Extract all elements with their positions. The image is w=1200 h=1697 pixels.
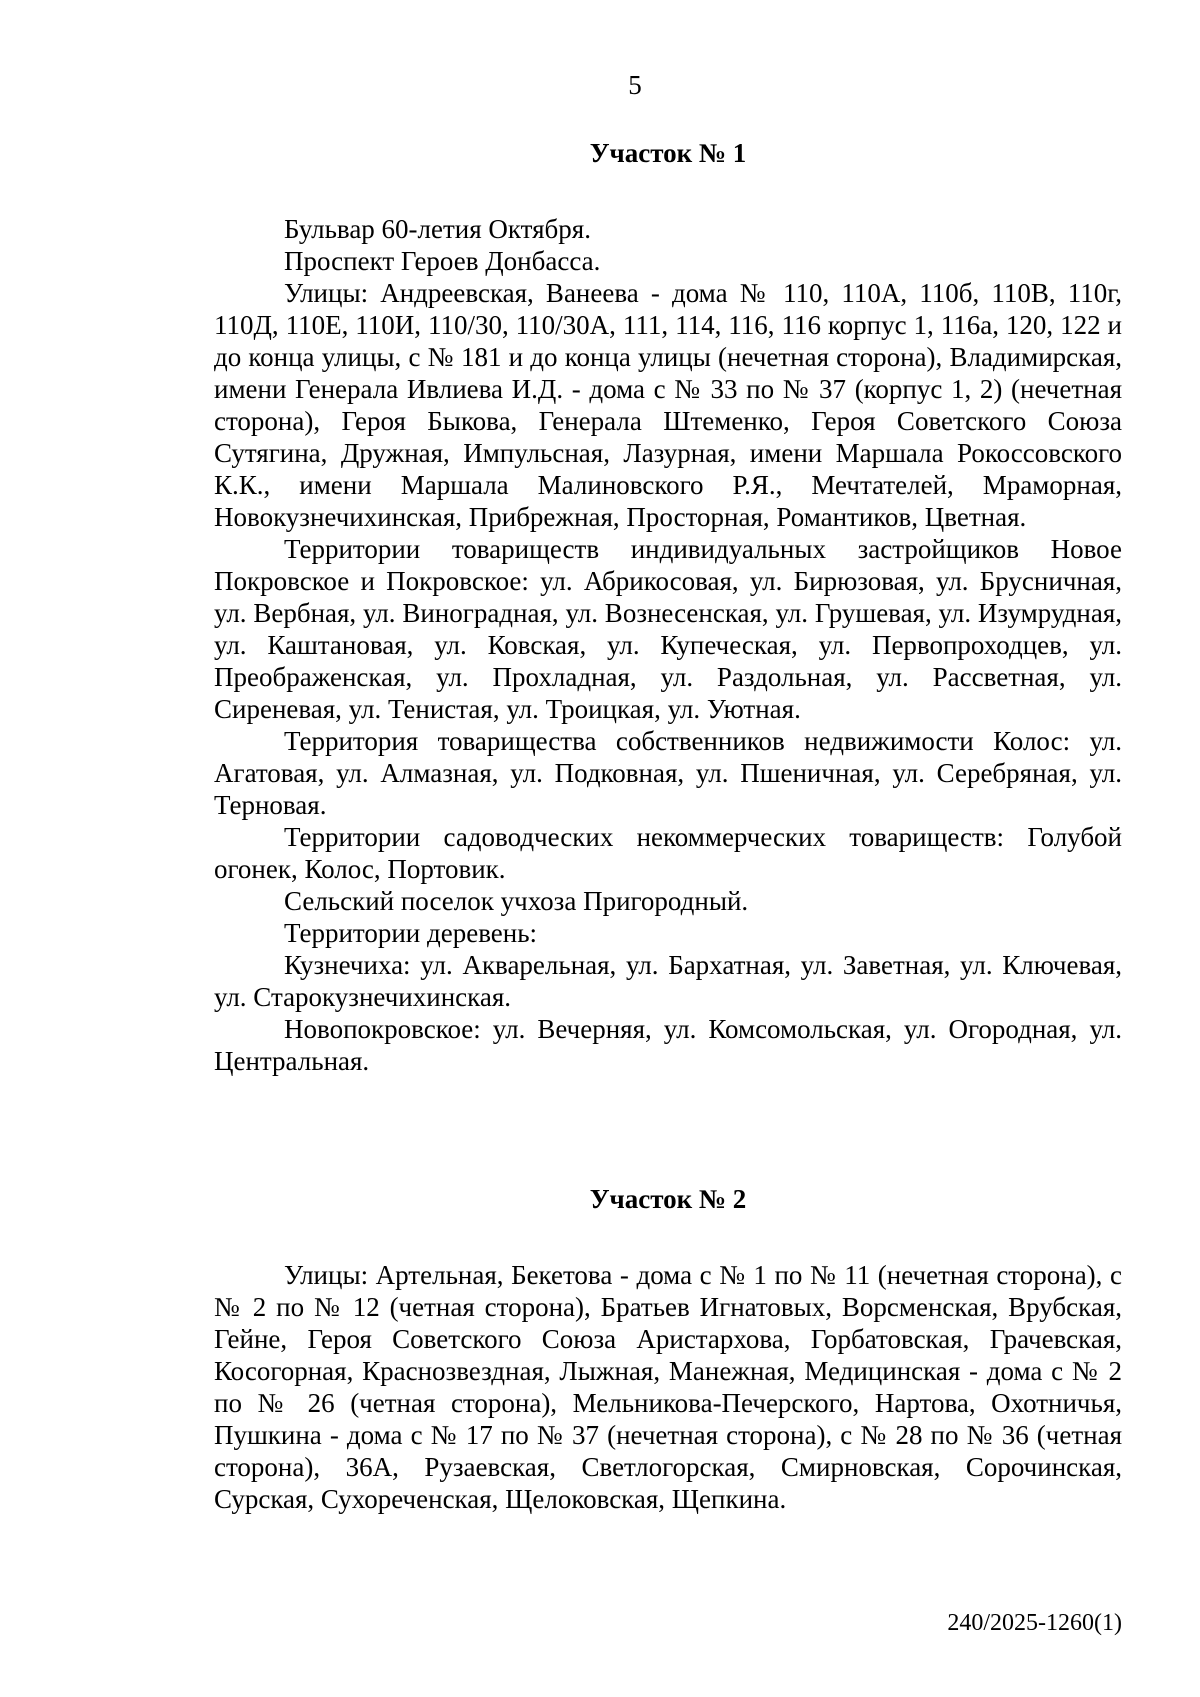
section-1-title: Участок № 1	[589, 138, 747, 168]
paragraph: Территории садоводческих некоммерческих товариществ: Голубой огонек, Колос, Портовик.	[214, 822, 1122, 884]
paragraph: Бульвар 60-летия Октября.	[284, 214, 591, 244]
page-number: 5	[628, 70, 642, 100]
paragraph: Сельский поселок учхоза Пригородный.	[284, 886, 749, 916]
paragraph: Проспект Героев Донбасса.	[284, 246, 601, 276]
paragraph: Территории товариществ индивидуальных застройщиков Новое Покровское и Покровское: ул. Абрикосовая, ул. Бирюзовая, ул. Брусничная, ул. Вербная, ул. Виноградная, ул. Вознесенская, ул. Грушевая, ул. Изумрудная, ул. Каштановая, ул. Ковская, ул. Купеческая, ул. Первопроходцев, ул. Преображенская, ул. Прохладная, ул. Раздольная, ул. Рассветная, ул. Сиреневая, ул. Тенистая, ул. Троицкая, ул. Уютная.	[214, 534, 1122, 724]
paragraph: Улицы: Андреевская, Ванеева - дома № 110, 110А, 110б, 110В, 110г, 110Д, 110Е, 110И, 110/30, 110/30А, 111, 114, 116, 116 корпус 1, 116а, 120, 122 и до конца улицы, с № 181 и до конца улицы (нечетная сторона), Владимирская, имени Генерала Ивлиева И.Д. - дома с № 33 по № 37 (корпус 1, 2) (нечетная сторона), Героя Быкова, Генерала Штеменко, Героя Советского Союза Сутягина, Дружная, Импульсная, Лазурная, имени Маршала Рокоссовского К.К., имени Маршала Малиновского Р.Я., Мечтателей, Мраморная, Новокузнечихинская, Прибрежная, Просторная, Романтиков, Цветная.	[214, 278, 1122, 532]
paragraph: Новопокровское: ул. Вечерняя, ул. Комсомольская, ул. Огородная, ул. Центральная.	[214, 1014, 1122, 1076]
document-code: 240/2025-1260(1)	[947, 1610, 1122, 1636]
paragraph: Территория товарищества собственников недвижимости Колос: ул. Агатовая, ул. Алмазная, ул. Подковная, ул. Пшеничная, ул. Серебряная, ул. Терновая.	[214, 726, 1122, 820]
section-2-title: Участок № 2	[589, 1184, 747, 1214]
paragraph: Кузнечиха: ул. Акварельная, ул. Бархатная, ул. Заветная, ул. Ключевая, ул. Старокузнечихинская.	[214, 950, 1122, 1012]
paragraph: Территории деревень:	[284, 918, 538, 948]
section-2	[214, 1183, 1122, 1515]
paragraph: Улицы: Артельная, Бекетова - дома с № 1 по № 11 (нечетная сторона), с № 2 по № 12 (четная сторона), Братьев Игнатовых, Ворсменская, Врубская, Гейне, Героя Советского Союза Аристархова, Горбатовская, Грачевская, Косогорная, Краснозвездная, Лыжная, Манежная, Медицинская - дома с № 2 по № 26 (четная сторона), Мельникова-Печерского, Нартова, Охотничья, Пушкина - дома с № 17 по № 37 (нечетная сторона), с № 28 по № 36 (четная сторона), 36А, Рузаевская, Светлогорская, Смирновская, Сорочинская, Сурская, Сухореченская, Щелоковская, Щепкина.	[214, 1260, 1122, 1514]
section-1	[214, 137, 1122, 1077]
